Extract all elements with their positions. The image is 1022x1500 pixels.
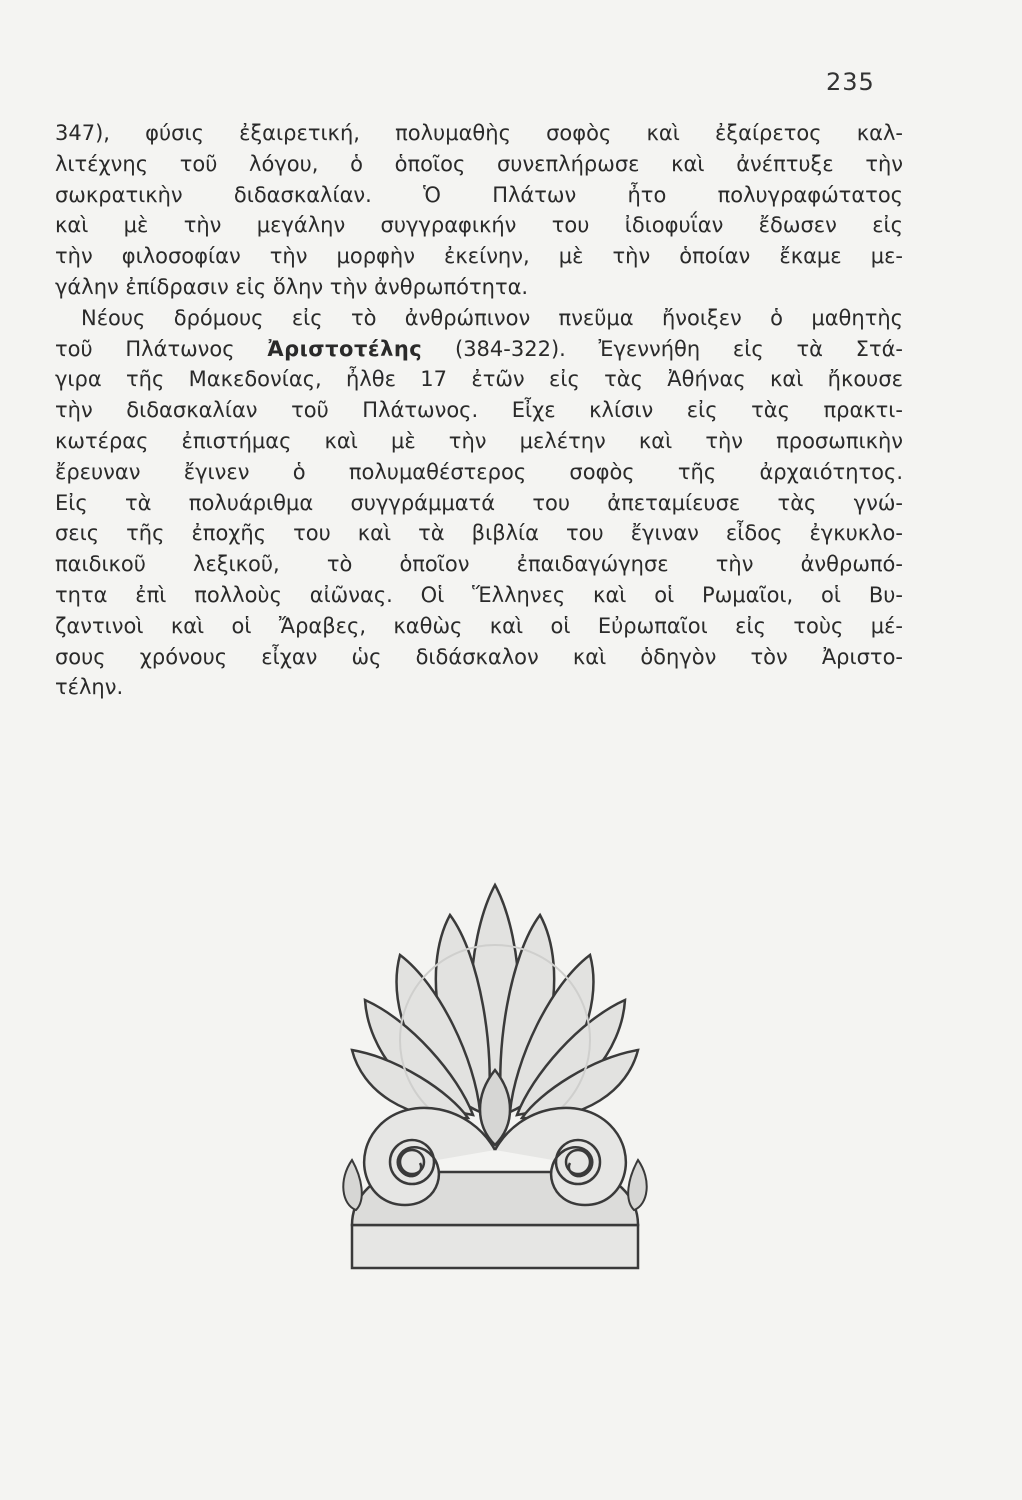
text-line: ζαντινοὶ καὶ οἱ Ἄραβες, καθὼς καὶ οἱ Εὐρωπαῖοι εἰς τοὺς μέ- xyxy=(55,613,903,638)
text-line: παιδικοῦ λεξικοῦ, τὸ ὁποῖον ἐπαιδαγώγησε τὴν ἀνθρωπό- xyxy=(55,552,903,577)
text-line: τὴν φιλοσοφίαν τὴν μορφὴν ἐκείνην, μὲ τὴν ὁποίαν ἔκαμε με- xyxy=(55,244,903,269)
text-segment: (384-322). Ἐγεννήθη εἰς τὰ Στά- xyxy=(422,336,904,361)
text-line: τητα ἐπὶ πολλοὺς αἰῶνας. Οἱ Ἕλληνες καὶ οἱ Ρωμαῖοι, οἱ Βυ- xyxy=(55,582,903,607)
text-line: γάλην ἐπίδρασιν εἰς ὅλην τὴν ἀνθρωπότητα. xyxy=(55,274,529,299)
text-line: κωτέρας ἐπιστήμας καὶ μὲ τὴν μελέτην καὶ τὴν προσωπικὴν xyxy=(55,428,903,453)
palmette-illustration xyxy=(290,860,700,1280)
text-line: σεις τῆς ἐποχῆς του καὶ τὰ βιβλία του ἔγιναν εἶδος ἐγκυκλο- xyxy=(55,521,903,546)
text-line: σωκρατικὴν διδασκαλίαν. Ὁ Πλάτων ἦτο πολυγραφώτατος xyxy=(55,182,903,207)
body-text xyxy=(55,118,903,703)
text-line: τὴν διδασκαλίαν τοῦ Πλάτωνος. Εἶχε κλίσιν εἰς τὰς πρακτι- xyxy=(55,398,903,423)
palmette-antefix-icon xyxy=(290,860,700,1280)
text-line: ἔρευναν ἔγινεν ὁ πολυμαθέστερος σοφὸς τῆς ἀρχαιότητος. xyxy=(55,459,903,484)
text-line: καὶ μὲ τὴν μεγάλην συγγραφικήν του ἰδιοφυΐαν ἔδωσεν εἰς xyxy=(55,213,903,238)
right-tendril xyxy=(628,1160,647,1210)
text-line: γιρα τῆς Μακεδονίας, ἦλθε 17 ἐτῶν εἰς τὰς Ἀθήνας καὶ ἤκουσε xyxy=(55,367,903,392)
text-line: τέλην. xyxy=(55,675,124,700)
text-line: Νέους δρόμους εἰς τὸ ἀνθρώπινον πνεῦμα ἤνοιξεν ὁ μαθητὴς xyxy=(81,305,903,330)
text-line-aristotle xyxy=(55,334,903,365)
antefix-base xyxy=(352,1225,638,1268)
text-line: λιτέχνης τοῦ λόγου, ὁ ὁποῖος συνεπλήρωσε καὶ ἀνέπτυξε τὴν xyxy=(55,151,903,176)
aristotle-name: Ἀριστοτέλης xyxy=(267,336,423,361)
text-line: σους χρόνους εἶχαν ὡς διδάσκαλον καὶ ὁδηγὸν τὸν Ἀριστο- xyxy=(55,644,903,669)
page-number: 235 xyxy=(826,68,875,96)
text-line: 347), φύσις ἐξαιρετική, πολυμαθὴς σοφὸς καὶ ἐξαίρετος καλ- xyxy=(55,121,903,145)
text-segment: τοῦ Πλάτωνος xyxy=(55,336,268,361)
left-tendril xyxy=(343,1160,362,1210)
text-line: Εἰς τὰ πολυάριθμα συγγράμματά του ἀπεταμίευσε τὰς γνώ- xyxy=(55,490,903,515)
